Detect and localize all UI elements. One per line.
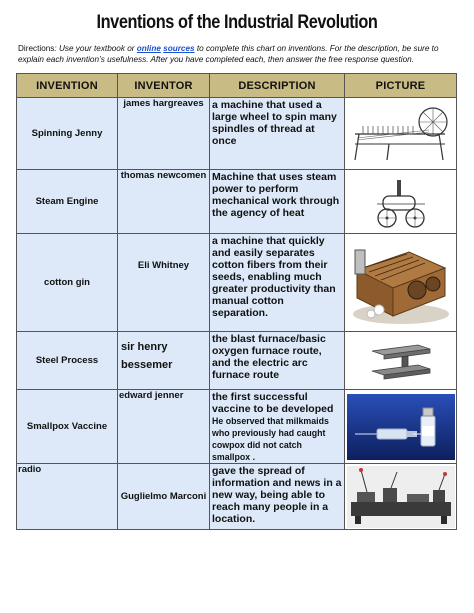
header-description: DESCRIPTION — [210, 74, 345, 98]
description-main: the first successful vaccine to be developed — [212, 391, 334, 415]
invention-cell: cotton gin — [17, 234, 118, 332]
picture-cell — [345, 170, 457, 234]
inventor-cell: sir henry bessemer — [118, 332, 210, 390]
directions-text: Directions: Use your textbook or online sources to complete this chart on inventions. For the description, be sure to explain each invention’s usefulness. After you have completed each, then answer the free response question. — [18, 44, 439, 64]
inventions-table — [16, 73, 457, 530]
invention-cell: Spinning Jenny — [17, 98, 118, 170]
invention-cell: radio — [17, 464, 118, 530]
table-row — [17, 464, 457, 530]
directions-label: Directions — [18, 44, 55, 53]
table-row — [17, 170, 457, 234]
description-cell: a machine that quickly and easily separates cotton fibers from their seeds, enabling much greater productivity than manual cotton separation. — [210, 234, 345, 332]
header-inventor: INVENTOR — [118, 74, 210, 98]
table-row — [17, 234, 457, 332]
description-detail: He observed that milkmaids who previously had caught cowpox did not catch smallpox . — [212, 416, 329, 462]
invention-cell: Steam Engine — [17, 170, 118, 234]
table-row — [17, 98, 457, 170]
description-cell: the blast furnace/basic oxygen furnace route, and the electric arc furnace route — [210, 332, 345, 390]
description-cell: gave the spread of information and news in a new way, being able to reach many people in a location. — [210, 464, 345, 530]
steam-engine-illustration — [371, 174, 431, 230]
inventor-cell: Guglielmo Marconi — [118, 464, 210, 530]
description-cell: Machine that uses steam power to perform mechanical work through the agency of heat — [210, 170, 345, 234]
picture-cell — [345, 234, 457, 332]
vaccine-syringe-illustration — [347, 394, 455, 460]
inventor-cell: edward jenner — [118, 390, 210, 464]
description-cell: a machine that used a large wheel to spin many spindles of thread at once — [210, 98, 345, 170]
header-invention: INVENTION — [17, 74, 118, 98]
invention-cell: Smallpox Vaccine — [17, 390, 118, 464]
cotton-gin-illustration — [349, 240, 453, 326]
inventor-cell: james hargreaves — [118, 98, 210, 170]
picture-cell — [345, 98, 457, 170]
inventor-cell: thomas newcomen — [118, 170, 210, 234]
header-picture: PICTURE — [345, 74, 457, 98]
picture-cell — [345, 332, 457, 390]
invention-cell: Steel Process — [17, 332, 118, 390]
table-row — [17, 332, 457, 390]
description-cell — [210, 390, 345, 464]
sources-link[interactable]: sources — [163, 44, 195, 53]
steel-beam-illustration — [366, 341, 436, 381]
page-title: Inventions of the Industrial Revolution — [96, 12, 378, 33]
spinning-jenny-illustration — [349, 104, 453, 164]
picture-cell — [345, 464, 457, 530]
picture-cell — [345, 390, 457, 464]
table-row — [17, 390, 457, 464]
online-link[interactable]: online — [136, 44, 161, 53]
table-header-row — [17, 74, 457, 98]
inventor-cell: Eli Whitney — [118, 234, 210, 332]
radio-apparatus-illustration — [347, 466, 455, 528]
